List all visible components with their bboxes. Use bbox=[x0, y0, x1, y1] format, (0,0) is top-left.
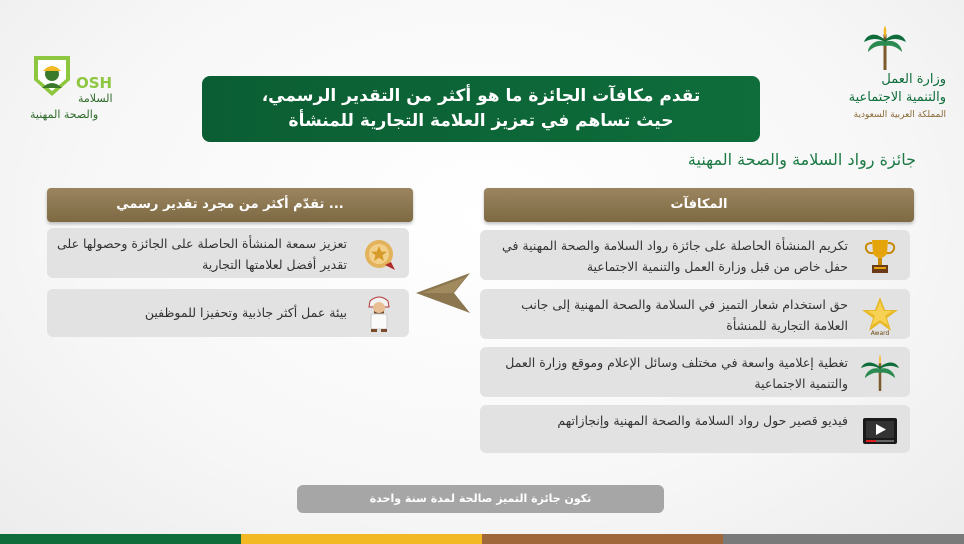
beyond-header: ... تقدّم أكثر من مجرد تقدير رسمي bbox=[47, 188, 413, 222]
ministry-name-line1: وزارة العمل bbox=[881, 72, 946, 87]
ministry-country: المملكة العربية السعودية bbox=[853, 110, 946, 120]
benefit-card bbox=[47, 289, 409, 337]
award-label: Award bbox=[870, 330, 890, 335]
reward-card-text: فيديو قصير حول رواد السلامة والصحة المهنية وإنجازاتهم bbox=[557, 413, 848, 428]
video-player-icon bbox=[860, 411, 900, 451]
award-star-icon bbox=[860, 295, 900, 335]
osh-line2: والصحة المهنية bbox=[30, 108, 99, 121]
palm-emblem-icon bbox=[860, 353, 900, 393]
banner-line-2: حيث تساهم في تعزيز العلامة التجارية للمنشأة bbox=[288, 111, 674, 131]
page-title: جائزة رواد السلامة والصحة المهنية bbox=[687, 150, 916, 169]
reward-card-text: تغطية إعلامية واسعة في مختلف وسائل الإعلام وموقع وزارة العمل والتنمية الاجتماعية bbox=[505, 355, 848, 391]
rewards-header: المكافآت bbox=[484, 188, 914, 222]
trophy-icon bbox=[860, 236, 900, 276]
palm-emblem-icon bbox=[862, 26, 908, 72]
benefit-card-text: بيئة عمل أكثر جاذبية وتحفيزا للموظفين bbox=[144, 305, 347, 320]
footer-stripe-brown bbox=[482, 534, 723, 544]
reward-card bbox=[480, 230, 910, 280]
left-arrow-icon bbox=[416, 271, 470, 315]
validity-note: تكون جائزة التميز صالحة لمدة سنة واحدة bbox=[297, 485, 664, 513]
footer-stripe-gray bbox=[723, 534, 964, 544]
ministry-name-line2: والتنمية الاجتماعية bbox=[848, 90, 946, 105]
benefit-card-text: تعزيز سمعة المنشأة الحاصلة على الجائزة وحصولها على تقدير أفضل لعلامتها التجارية bbox=[57, 236, 347, 272]
osh-line1: السلامة bbox=[78, 92, 113, 105]
reward-card bbox=[480, 405, 910, 453]
medal-icon bbox=[359, 234, 399, 274]
intro-banner bbox=[202, 76, 760, 142]
osh-logo bbox=[30, 52, 130, 127]
banner-line-1: تقدم مكافآت الجائزة ما هو أكثر من التقدير الرسمي، bbox=[261, 86, 701, 106]
reward-card-text: حق استخدام شعار التميز في السلامة والصحة المهنية إلى جانب العلامة التجارية للمنشأة bbox=[521, 297, 848, 333]
osh-badge: OSH bbox=[76, 74, 113, 92]
employee-icon bbox=[359, 291, 399, 335]
reward-card bbox=[480, 289, 910, 339]
ministry-logo bbox=[796, 26, 946, 126]
worker-helmet-icon bbox=[30, 52, 74, 98]
benefit-card bbox=[47, 228, 409, 278]
footer-stripe-green bbox=[0, 534, 241, 544]
reward-card bbox=[480, 347, 910, 397]
footer-stripe-yellow bbox=[241, 534, 482, 544]
reward-card-text: تكريم المنشأة الحاصلة على جائزة رواد السلامة والصحة المهنية في حفل خاص من قبل وزارة العمل والتنمية الاجتماعية bbox=[502, 238, 848, 274]
